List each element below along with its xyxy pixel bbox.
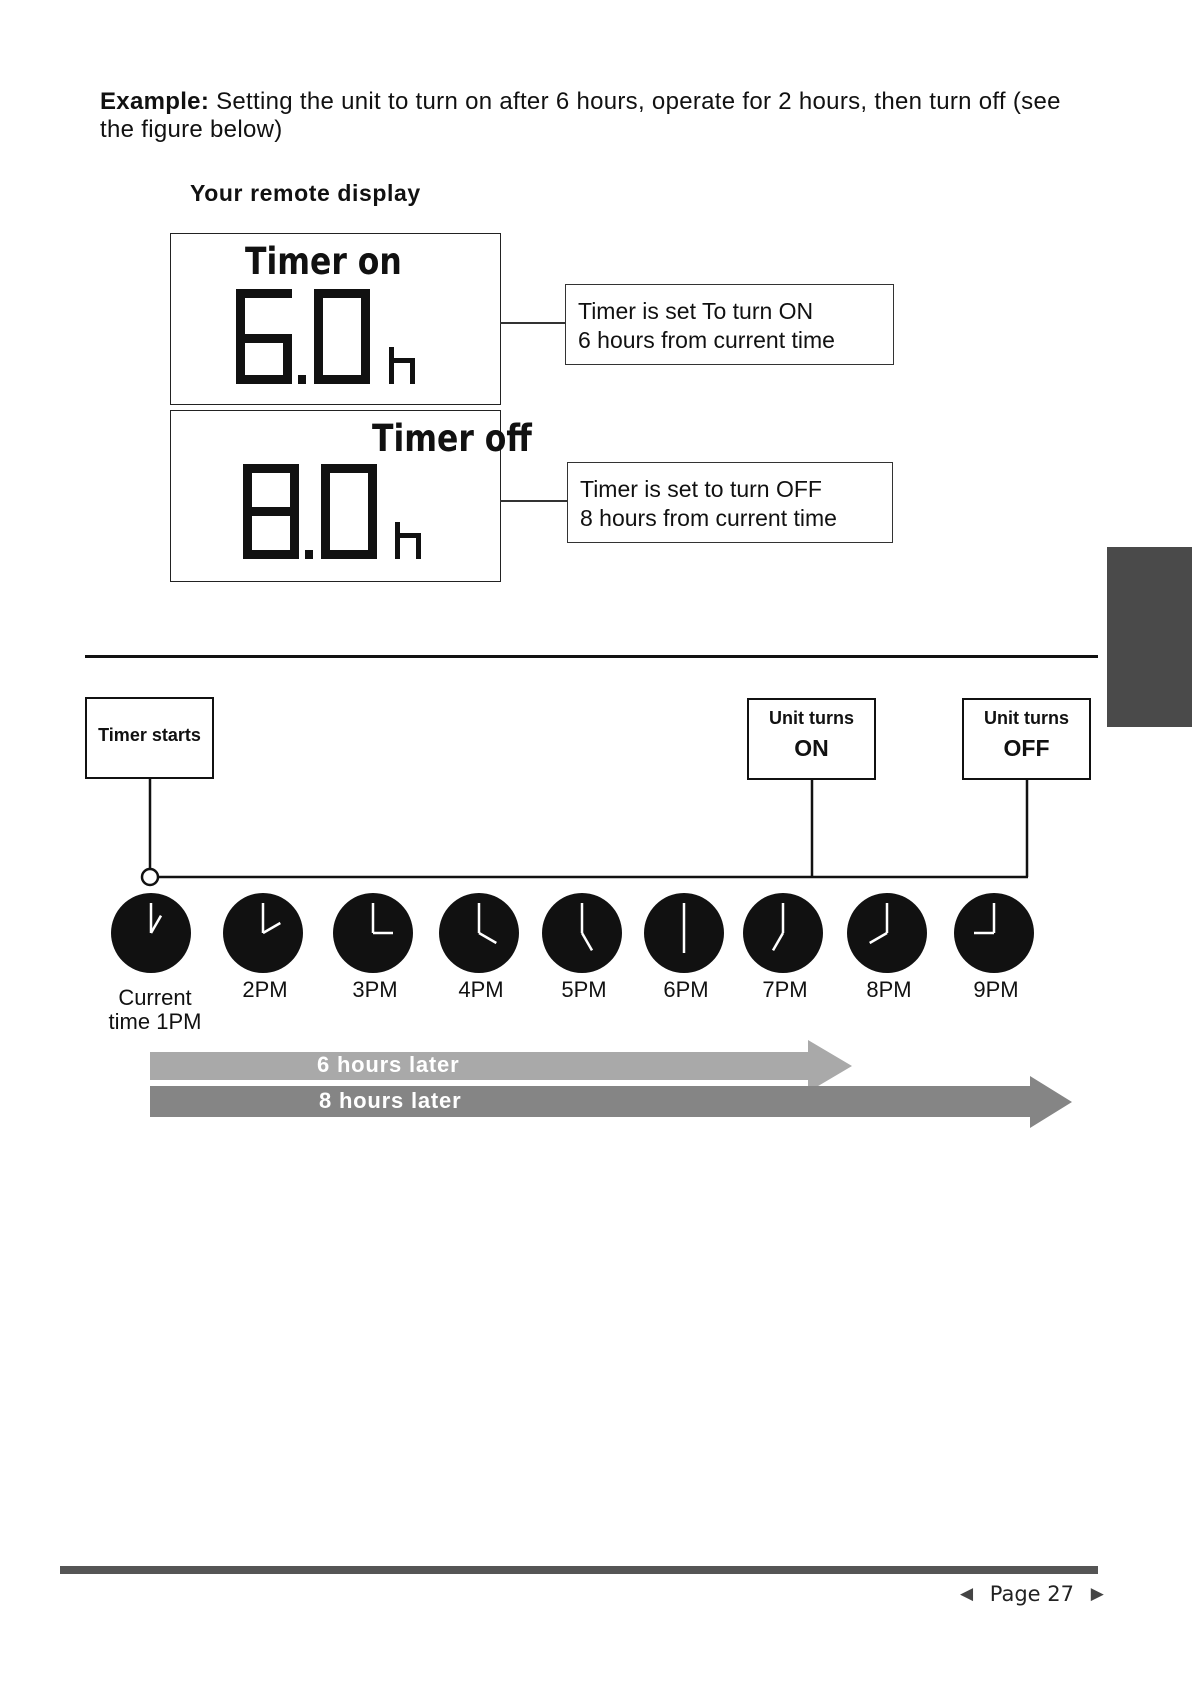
timer-starts-label: Timer starts	[98, 725, 201, 745]
intro-text: Setting the unit to turn on after 6 hours, operate for 2 hours, then turn off (see the figure below)	[100, 88, 1061, 143]
clock-label	[946, 978, 1046, 1002]
clock-icon	[111, 893, 191, 973]
clock-label	[735, 978, 835, 1002]
clock-label	[431, 978, 531, 1002]
arrow-8-label: 8 hours later	[319, 1088, 462, 1113]
clock-label	[839, 978, 939, 1002]
next-page-icon[interactable]: ▶	[1090, 1584, 1104, 1604]
arrow-8-hours	[150, 1076, 1072, 1128]
clock-label	[636, 978, 736, 1002]
clock-label-line1: 6PM	[663, 977, 709, 1002]
page-number: Page 27	[989, 1582, 1075, 1606]
clock-label	[325, 978, 425, 1002]
clock-label-line1: 2PM	[242, 977, 288, 1002]
clock-label-line1: 3PM	[352, 977, 398, 1002]
clock-icon	[439, 893, 519, 973]
arrow-6-hours	[150, 1040, 852, 1092]
clock-icon	[542, 893, 622, 973]
clock-icon	[743, 893, 823, 973]
callout-on-line1: Timer is set To turn ON	[578, 298, 814, 324]
clock-icon	[644, 893, 724, 973]
clock-icon	[847, 893, 927, 973]
clock-row	[0, 880, 1192, 980]
callout-on-line2: 6 hours from current time	[578, 327, 835, 353]
remote-display-title: Your remote display	[190, 180, 421, 206]
duration-arrows	[0, 1030, 1192, 1130]
clock-icon	[954, 893, 1034, 973]
clock-label-line1: 5PM	[561, 977, 607, 1002]
clock-label-line1: 7PM	[762, 977, 808, 1002]
clock-label	[534, 978, 634, 1002]
pager	[960, 1582, 1104, 1606]
unit-turns-off-small: Unit turns	[984, 708, 1069, 728]
clock-label	[215, 978, 315, 1002]
clock-label-line1: Current	[118, 985, 192, 1010]
footer-rule	[60, 1566, 1098, 1574]
prev-page-icon[interactable]: ◀	[960, 1584, 974, 1604]
timer-off-label: Timer off	[372, 417, 532, 460]
unit-turns-on-big: ON	[794, 735, 829, 761]
intro-bold: Example:	[100, 88, 210, 115]
clock-icon	[333, 893, 413, 973]
callout-off-line2: 8 hours from current time	[580, 505, 837, 531]
clock-icon	[223, 893, 303, 973]
unit-turns-on-small: Unit turns	[769, 708, 854, 728]
callout-off-line1: Timer is set to turn OFF	[580, 476, 822, 502]
clock-label	[105, 986, 205, 1034]
arrow-6-label: 6 hours later	[317, 1052, 460, 1077]
unit-turns-off-big: OFF	[1003, 735, 1050, 761]
clock-label-line1: 8PM	[866, 977, 912, 1002]
clock-label-line2: time 1PM	[108, 1009, 202, 1034]
timer-on-label: Timer on	[245, 240, 402, 283]
clock-label-line1: 4PM	[458, 977, 504, 1002]
clock-label-line1: 9PM	[973, 977, 1019, 1002]
